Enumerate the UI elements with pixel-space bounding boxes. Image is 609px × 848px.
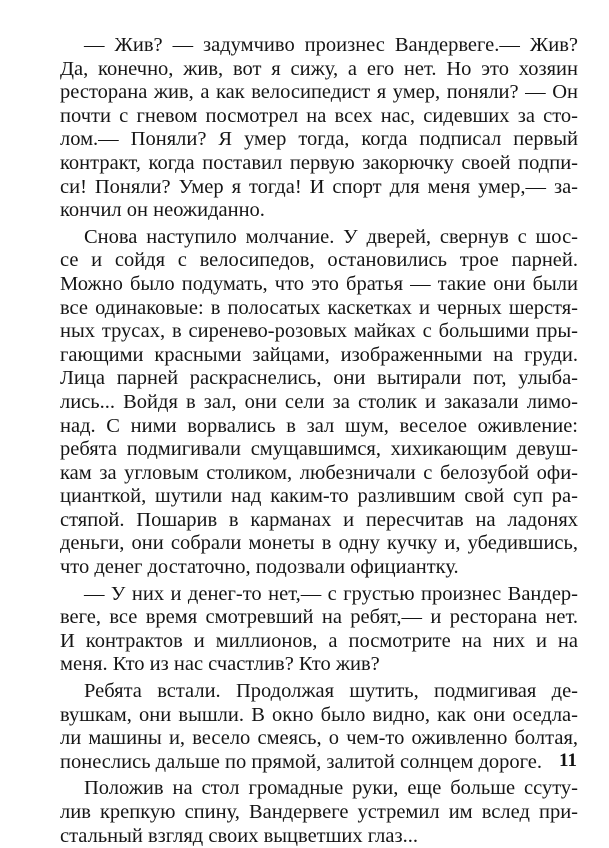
text-line: над. С ними ворвались в зал шум, веселое оживление: (60, 414, 578, 437)
text-line: И контрактов и миллионов, а посмотрите на них и на (60, 629, 578, 652)
text-line: стяпой. Пошарив в карманах и пересчитав на ладонях (60, 508, 578, 531)
body-text (60, 34, 578, 848)
text-line: лив крепкую спину, Вандервеге устремил им вслед при- (60, 801, 578, 823)
text-line: деньги, они собрали монеты в одну кучку и, убедившись, (60, 532, 578, 555)
text-line: Положив на стол громадные руки, еще больше ссуту- (84, 777, 578, 800)
text-line: Ребята встали. Продолжая шутить, подмигивая де- (84, 680, 578, 703)
text-line: кончил он неожиданно. (60, 199, 265, 222)
text-line: веге, все время смотревший на ребят,— и ресторана нет. (60, 606, 578, 629)
text-line: все одинаковые: в полосатых каскетках и черных шерстя- (60, 296, 578, 319)
text-line: вушкам, они вышли. В окно было видно, как они оседла- (60, 703, 578, 726)
text-line: Снова наступило молчание. У дверей, свернув с шос- (84, 225, 578, 248)
text-line: кам за угловым столиком, любезничали с белозубой офи- (60, 461, 578, 484)
text-line: лись... Войдя в зал, они сели за столик и заказали лимо- (60, 390, 578, 413)
text-line: ребята подмигивали смущавшимся, хихикающим девуш- (60, 438, 578, 461)
page-number: 11 (559, 750, 577, 771)
text-line: почти с гневом посмотрел на всех нас, сидевших за сто- (60, 104, 578, 127)
text-line: стальный взгляд своих выцветших глаз... (60, 824, 418, 847)
text-line: понеслись дальше по прямой, залитой солнцем дороге. (60, 750, 543, 773)
text-line: Лица парней раскраснелись, они вытирали пот, улыба- (60, 367, 578, 390)
text-line: лом.— Поняли? Я умер тогда, когда подписал первый (60, 128, 578, 151)
text-line: Можно было подумать, что это братья — такие они были (60, 272, 578, 295)
text-line: меня. Кто из нас счастлив? Кто жив? (60, 653, 380, 676)
paragraph-5 (60, 777, 578, 848)
paragraph-3 (60, 583, 578, 677)
text-line: Да, конечно, жив, вот я сижу, а его нет. Но это хозяин (60, 57, 578, 80)
paragraph-4 (60, 680, 578, 774)
text-line: цианткой, шутили над каким-то разлившим свой суп ра- (60, 485, 578, 508)
text-line: се и сойдя с велосипедов, остановились трое парней. (60, 249, 578, 272)
paragraph-1 (60, 34, 578, 223)
text-line: ных трусах, в сиренево-розовых майках с большими пры- (60, 320, 578, 343)
text-line: ресторана жив, а как велосипедист я умер, поняли? — Он (60, 81, 578, 104)
text-line: контракт, когда поставил первую закорючку своей подпи- (60, 151, 578, 174)
text-line: — У них и денег-то нет,— с грустью произнес Вандер- (84, 582, 578, 605)
text-line: что денег достаточно, подозвали официантку. (60, 556, 459, 579)
text-line: ли машины и, весело смеясь, о чем-то оживленно болтая, (60, 727, 578, 750)
text-line: си! Поняли? Умер я тогда! И спорт для меня умер,— за- (60, 175, 578, 198)
text-line: гающими красными зайцами, изображенными на груди. (60, 343, 578, 366)
paragraph-2 (60, 226, 578, 580)
text-line: — Жив? — задумчиво произнес Вандервеге.— Жив? (84, 34, 578, 56)
